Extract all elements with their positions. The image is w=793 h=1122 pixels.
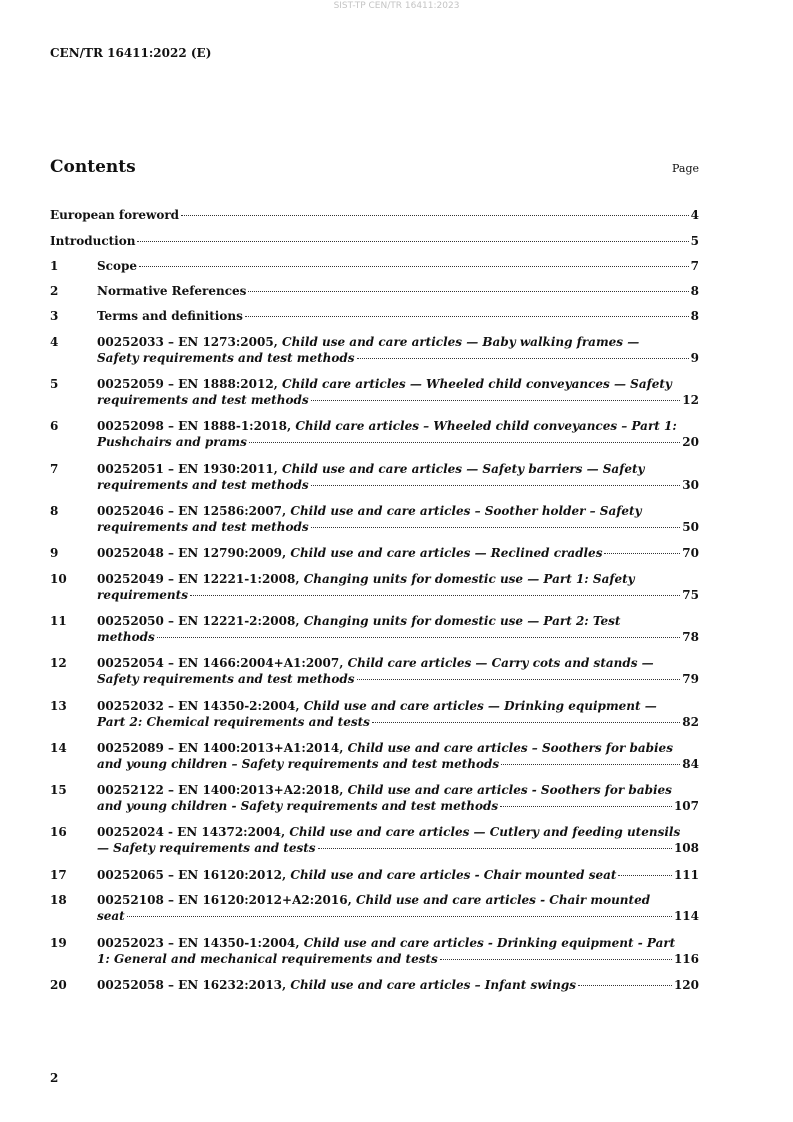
- toc-entry-title-cont: requirements and test methods: [97, 478, 309, 492]
- toc-entry-title-cont: — Safety requirements and tests: [97, 841, 316, 855]
- dot-leader: [372, 722, 680, 723]
- toc-entry-reference: 00252050 – EN 12221-2:2008,: [97, 614, 300, 628]
- toc-entry-reference: 00252065 – EN 16120:2012,: [97, 868, 287, 882]
- dot-leader: [311, 400, 681, 401]
- toc-entry-title-cont: methods: [97, 630, 155, 644]
- watermark: SIST-TP CEN/TR 16411:2023: [333, 1, 460, 11]
- toc-entry-title: Child use and care articles — Cutlery and feeding utensils: [289, 825, 681, 839]
- toc-entry-page: 8: [690, 309, 699, 323]
- toc-entry-title-cont: and young children – Safety requirements and test methods: [97, 757, 500, 771]
- dot-leader: [357, 679, 681, 680]
- toc-entry-title: Terms and definitions: [97, 309, 243, 323]
- dot-leader: [501, 764, 680, 765]
- toc-entry-reference: 00252033 – EN 1273:2005,: [97, 335, 278, 349]
- toc-entry-reference: 00252108 – EN 16120:2012+A2:2016,: [97, 893, 352, 907]
- toc-entry-title-cont: 1: General and mechanical requirements and tests: [97, 952, 438, 966]
- toc-entry-page: 84: [682, 757, 699, 771]
- toc-entry-title-cont: Safety requirements and test methods: [97, 672, 355, 686]
- toc-entry-page: 79: [682, 672, 699, 686]
- toc-entry-number: 7: [50, 462, 59, 476]
- toc-entry-title: Scope: [97, 259, 138, 273]
- page-column-label: Page: [672, 162, 700, 175]
- toc-entry-reference: 00252089 – EN 1400:2013+A1:2014,: [97, 741, 344, 755]
- toc-entry-title: Child use and care articles – Soothers for babies: [347, 741, 673, 755]
- dot-leader: [245, 316, 689, 317]
- document-id: CEN/TR 16411:2022 (E): [50, 46, 212, 60]
- toc-entry-number: 12: [50, 656, 67, 670]
- toc-entry-foreword[interactable]: [50, 208, 699, 222]
- dot-leader: [190, 595, 680, 596]
- toc-entry-title-cont: seat: [97, 909, 125, 923]
- toc-entry-page: 12: [682, 393, 699, 407]
- toc-entry-page: 111: [673, 868, 699, 882]
- toc-entry-number: 18: [50, 893, 67, 907]
- toc-entry-number: 3: [50, 309, 59, 323]
- toc-entry-reference: 00252046 – EN 12586:2007,: [97, 504, 287, 518]
- toc-entry-page: 4: [690, 208, 699, 222]
- toc-entry-number: 13: [50, 699, 67, 713]
- toc-entry-number: 15: [50, 783, 67, 797]
- toc-entry-title-cont: requirements: [97, 588, 188, 602]
- toc-entry-title: European foreword: [50, 208, 180, 222]
- toc-entry-title-cont: Pushchairs and prams: [97, 435, 247, 449]
- page-number: 2: [50, 1071, 59, 1085]
- dot-leader: [248, 291, 688, 292]
- dot-leader: [318, 848, 672, 849]
- dot-leader: [440, 959, 672, 960]
- toc-entry-title: Child care articles — Carry cots and stands —: [347, 656, 654, 670]
- toc-entry-page: 7: [690, 259, 699, 273]
- toc-entry-page: 8: [690, 284, 699, 298]
- toc-entry-page: 70: [682, 546, 699, 560]
- toc-entry-reference: 00252054 – EN 1466:2004+A1:2007,: [97, 656, 344, 670]
- toc-entry-page: 9: [690, 351, 699, 365]
- toc-entry-title: Child use and care articles - Soothers for babies: [347, 783, 672, 797]
- toc-entry-title: Child use and care articles — Reclined cradles: [290, 546, 603, 560]
- dot-leader: [311, 485, 681, 486]
- toc-entry-number: 11: [50, 614, 67, 628]
- toc-entry-page: 116: [673, 952, 699, 966]
- toc-entry-title-cont: requirements and test methods: [97, 393, 309, 407]
- toc-entry-title-cont: Part 2: Chemical requirements and tests: [97, 715, 370, 729]
- toc-entry-title-cont: requirements and test methods: [97, 520, 309, 534]
- toc-entry-title: Child use and care articles — Baby walking frames —: [282, 335, 640, 349]
- toc-entry-title: Child use and care articles — Drinking equipment —: [303, 699, 657, 713]
- toc-entry-reference: 00252024 - EN 14372:2004,: [97, 825, 286, 839]
- toc-entry-page: 75: [682, 588, 699, 602]
- toc-entry-reference: 00252059 – EN 1888:2012,: [97, 377, 278, 391]
- toc-entry-title: Normative References: [97, 284, 247, 298]
- dot-leader: [578, 985, 672, 986]
- toc-entry-page: 30: [682, 478, 699, 492]
- toc-entry-page: 82: [682, 715, 699, 729]
- toc-entry-number: 2: [50, 284, 59, 298]
- dot-leader: [357, 358, 689, 359]
- toc-entry-title-cont: Safety requirements and test methods: [97, 351, 355, 365]
- toc-entry-title: Child use and care articles - Chair mounted seat: [290, 868, 617, 882]
- dot-leader: [181, 215, 689, 216]
- toc-entry-title: Child use and care articles – Infant swings: [290, 978, 576, 992]
- toc-entry-reference: 00252058 – EN 16232:2013,: [97, 978, 287, 992]
- toc-entry-number: 20: [50, 978, 67, 992]
- toc-entry-title: Changing units for domestic use — Part 1: Safety: [303, 572, 635, 586]
- dot-leader: [157, 637, 681, 638]
- toc-entry-title: Introduction: [50, 234, 136, 248]
- toc-entry-page: 78: [682, 630, 699, 644]
- toc-entry-page: 5: [690, 234, 699, 248]
- toc-entry-number: 19: [50, 936, 67, 950]
- contents-heading: Contents: [50, 157, 136, 177]
- toc-entry-reference: 00252049 – EN 12221-1:2008,: [97, 572, 300, 586]
- toc-entry-number: 10: [50, 572, 67, 586]
- toc-entry-page: 120: [673, 978, 699, 992]
- toc-entry-introduction[interactable]: [50, 234, 699, 248]
- dot-leader: [500, 806, 672, 807]
- toc-entry-reference: 00252051 – EN 1930:2011,: [97, 462, 278, 476]
- toc-entry-reference: 00252098 – EN 1888-1:2018,: [97, 419, 292, 433]
- toc-entry-reference: 00252122 – EN 1400:2013+A2:2018,: [97, 783, 344, 797]
- toc-entry-number: 16: [50, 825, 67, 839]
- toc-entry-number: 6: [50, 419, 59, 433]
- toc-entry-reference: 00252032 – EN 14350-2:2004,: [97, 699, 300, 713]
- toc-entry-number: 1: [50, 259, 59, 273]
- toc-entry-title: Child use and care articles - Drinking equipment - Part: [303, 936, 676, 950]
- toc-entry-number: 4: [50, 335, 59, 349]
- dot-leader: [311, 527, 681, 528]
- toc-entry-number: 5: [50, 377, 59, 391]
- dot-leader: [137, 241, 688, 242]
- toc-entry-number: 14: [50, 741, 67, 755]
- toc-entry-number: 8: [50, 504, 59, 518]
- toc-entry-page: 107: [673, 799, 699, 813]
- dot-leader: [604, 553, 680, 554]
- toc-entry-title-cont: and young children - Safety requirements and test methods: [97, 799, 499, 813]
- toc-entry-title: Child care articles — Wheeled child conveyances — Safety: [282, 377, 672, 391]
- toc-entry-page: 20: [682, 435, 699, 449]
- toc-entry-page: 114: [673, 909, 699, 923]
- dot-leader: [618, 875, 672, 876]
- toc-entry-reference: 00252048 – EN 12790:2009,: [97, 546, 287, 560]
- toc-entry-reference: 00252023 – EN 14350-1:2004,: [97, 936, 300, 950]
- dot-leader: [249, 442, 680, 443]
- toc-entry-title: Child care articles – Wheeled child conveyances – Part 1:: [295, 419, 677, 433]
- toc-entry-number: 9: [50, 546, 59, 560]
- toc-entry-page: 108: [673, 841, 699, 855]
- toc-entry-title: Child use and care articles — Safety barriers — Safety: [282, 462, 645, 476]
- dot-leader: [127, 916, 672, 917]
- toc-entry-title: Child use and care articles – Soother holder – Safety: [290, 504, 642, 518]
- toc-entry-title: Changing units for domestic use — Part 2: Test: [303, 614, 621, 628]
- toc-entry-page: 50: [682, 520, 699, 534]
- toc-entry-title: Child use and care articles - Chair mounted: [355, 893, 651, 907]
- toc-entry-number: 17: [50, 868, 67, 882]
- dot-leader: [139, 266, 689, 267]
